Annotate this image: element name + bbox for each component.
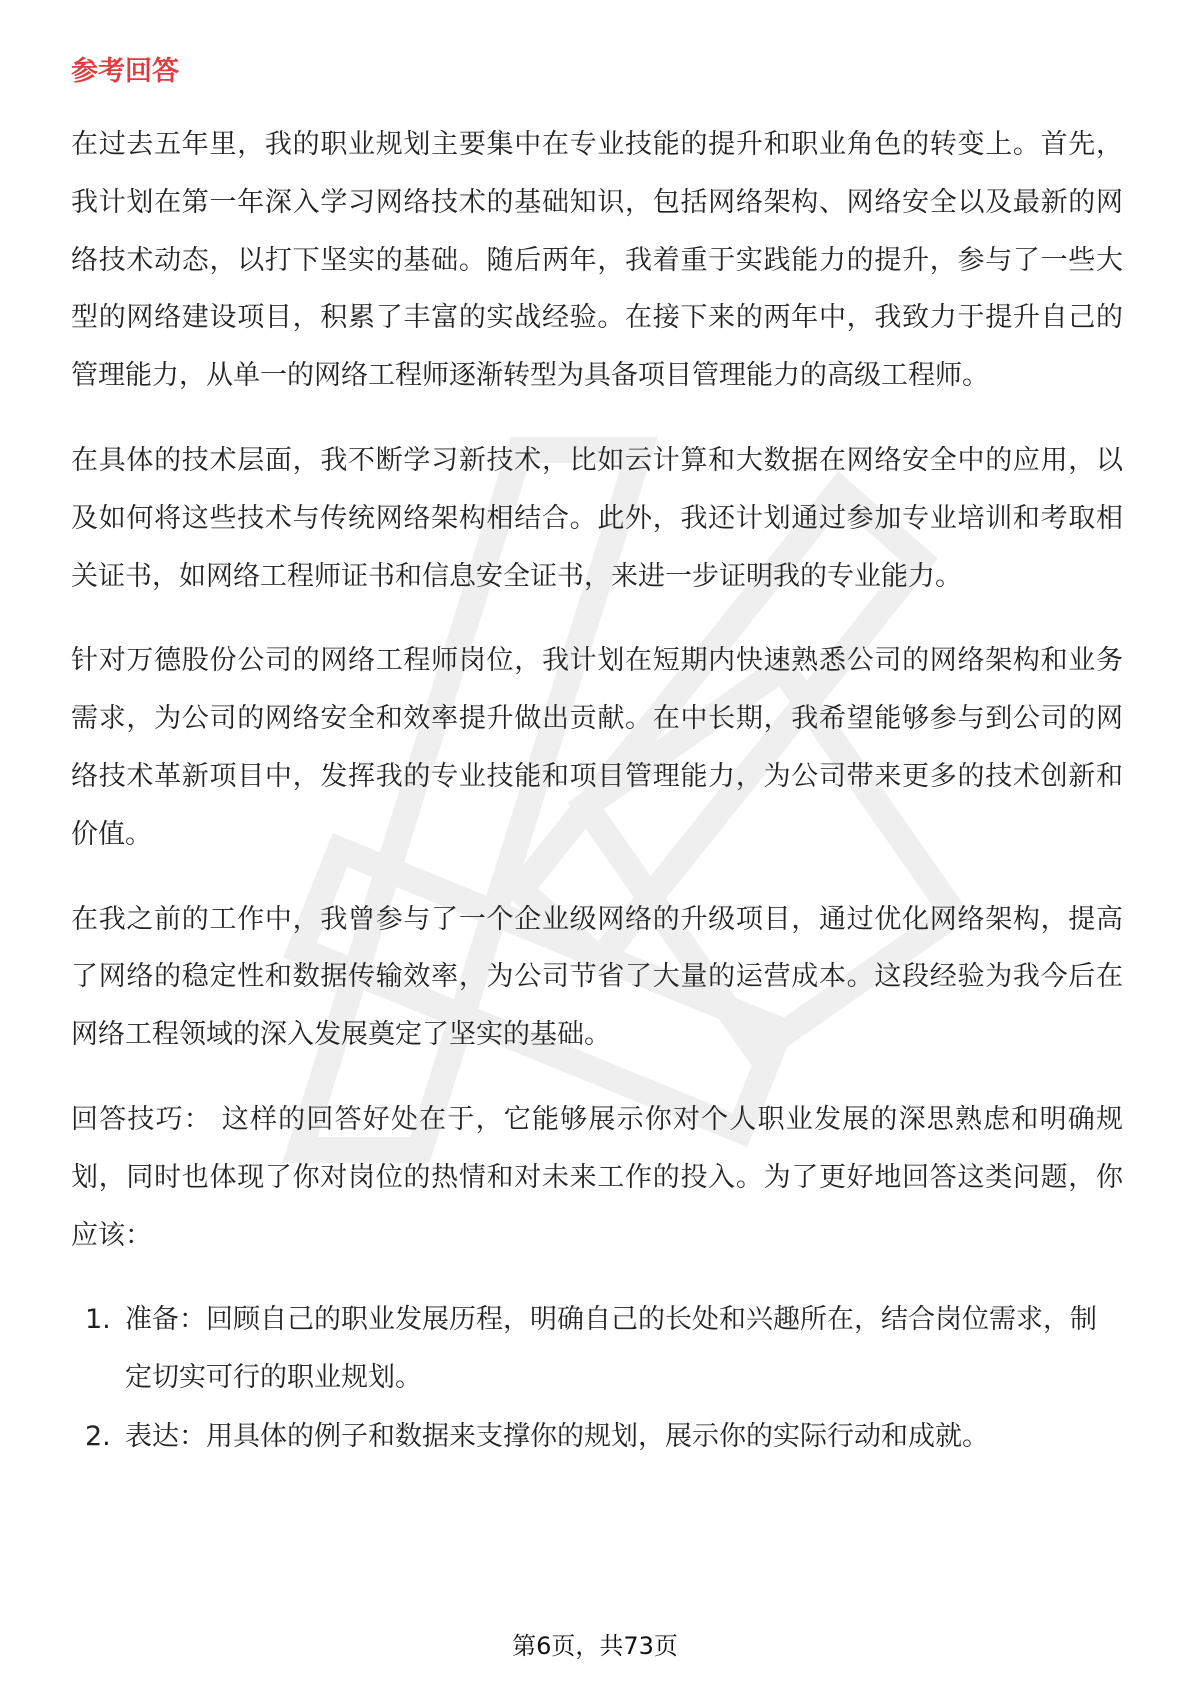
list-item-text: 准备：回顾自己的职业发展历程，明确自己的长处和兴趣所在，结合岗位需求，制定切实可行的职业规划。 <box>125 1304 1097 1394</box>
paragraph-answer-tips: 回答技巧： 这样的回答好处在于，它能够展示你对个人职业发展的深思熟虑和明确规划，同时也体现了你对岗位的热情和对未来工作的投入。为了更好地回答这类问题，你应该： <box>71 1103 1123 1251</box>
list-item <box>71 1291 1123 1407</box>
list-item-number: 1. <box>85 1304 111 1336</box>
paragraph-technical-skills: 在具体的技术层面，我不断学习新技术，比如云计算和大数据在网络安全中的应用，以及如何将这些技术与传统网络架构相结合。此外，我还计划通过参加专业培训和考取相关证书，如网络工程师证书和信息安全证书，来进一步证明我的专业能力。 <box>71 444 1123 592</box>
tips-list <box>71 1291 1123 1465</box>
answer-content <box>71 116 1123 1467</box>
list-item <box>71 1408 1123 1466</box>
paragraph-career-plan: 在过去五年里，我的职业规划主要集中在专业技能的提升和职业角色的转变上。首先，我计划在第一年深入学习网络技术的基础知识，包括网络架构、网络安全以及最新的网络技术动态，以打下坚实的基础。随后两年，我着重于实践能力的提升，参与了一些大型的网络建设项目，积累了丰富的实战经验。在接下来的两年中，我致力于提升自己的管理能力，从单一的网络工程师逐渐转型为具备项目管理能力的高级工程师。 <box>71 129 1123 392</box>
paragraph-past-experience: 在我之前的工作中，我曾参与了一个企业级网络的升级项目，通过优化网络架构，提高了网络的稳定性和数据传输效率，为公司节省了大量的运营成本。这段经验为我今后在网络工程领域的深入发展奠定了坚实的基础。 <box>71 903 1123 1051</box>
page-number-footer: 第6页，共73页 <box>512 1632 678 1660</box>
list-item-number: 2. <box>85 1420 111 1452</box>
list-item-text: 表达：用具体的例子和数据来支撑你的规划，展示你的实际行动和成就。 <box>125 1420 989 1452</box>
section-heading: 参考回答 <box>71 56 179 87</box>
paragraph-company-plan: 针对万德股份公司的网络工程师岗位，我计划在短期内快速熟悉公司的网络架构和业务需求，为公司的网络安全和效率提升做出贡献。在中长期，我希望能够参与到公司的网络技术革新项目中，发挥我的专业技能和项目管理能力，为公司带来更多的技术创新和价值。 <box>71 645 1123 850</box>
